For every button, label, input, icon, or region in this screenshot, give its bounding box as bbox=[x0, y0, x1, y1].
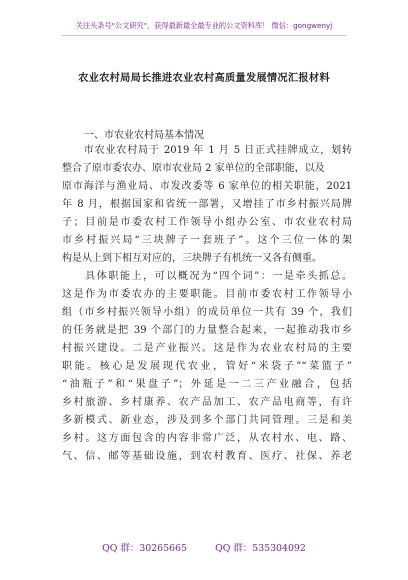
footer-contact: QQ 群：30265665 QQ 群：535304092 bbox=[102, 543, 306, 554]
text-line: 市农业农村局于 2019 年 1 月 5 日正式挂牌成立，划转 bbox=[62, 145, 352, 156]
text-line: “油瓶子”和“果盘子”；外延是一二三产业融合，包括 bbox=[62, 379, 352, 390]
text-line: 乡村旅游、乡村康养、农产品加工、农产品电商等，有许 bbox=[62, 397, 352, 408]
text-line: 气、信、邮等基础设施，到农村教育、医疗、社保、养老 bbox=[62, 451, 352, 462]
text-line: 组（市乡村振兴领导小组）的成员单位一共有 39 个，我们 bbox=[62, 307, 352, 318]
text-line: 构是从上到下相互对应的，三块牌子有机统一又各有侧重。 bbox=[62, 253, 322, 264]
text-line: 职能。核心是发展现代农业，管好“米袋子”“菜篮子” bbox=[62, 361, 352, 372]
text-line: 这是作为市委农办的主要职能。目前市委农村工作领导小 bbox=[62, 289, 352, 300]
text-line: 的任务就是把 39 个部门的力量整合起来，一起推动我市乡 bbox=[62, 325, 352, 336]
text-line: 市乡村振兴局“三块牌子一套班子”。这个三位一体的架 bbox=[62, 235, 352, 246]
document-title: 农业农村局局长推进农业农村高质量发展情况汇报材料 bbox=[78, 72, 330, 84]
text-line: 整合了原市委农办、原市农业局 2 家单位的全部职能，以及 bbox=[62, 163, 325, 174]
text-line: 村振兴建设。二是产业振兴。这是作为农业农村局的主要 bbox=[62, 343, 352, 354]
header-note: 关注头条号"公文研究"，获得最新最全最专业的公文资料库！ 微信：gongwenyj bbox=[75, 21, 333, 30]
text-line: 多新模式、新业态，涉及到多个部门共同管理。三是和美 bbox=[62, 415, 352, 426]
text-line: 子；目前是市委农村工作领导小组办公室、市农业农村局 bbox=[62, 217, 352, 228]
text-line: 原市海洋与渔业局、市发改委等 6 家单位的相关职能，2021 bbox=[62, 181, 352, 192]
section-heading: 一、市农业农村局基本情况 bbox=[84, 130, 204, 141]
text-line: 乡村。这方面包含的内容非常广泛，从农村水、电、路、 bbox=[62, 433, 352, 444]
text-line: 具体职能上，可以概况为“四个词”：一是牵头抓总。 bbox=[62, 271, 352, 282]
text-line: 年 8 月，根据国家和省统一部署，又增挂了市乡村振兴局牌 bbox=[62, 199, 352, 210]
header-divider bbox=[62, 35, 346, 36]
